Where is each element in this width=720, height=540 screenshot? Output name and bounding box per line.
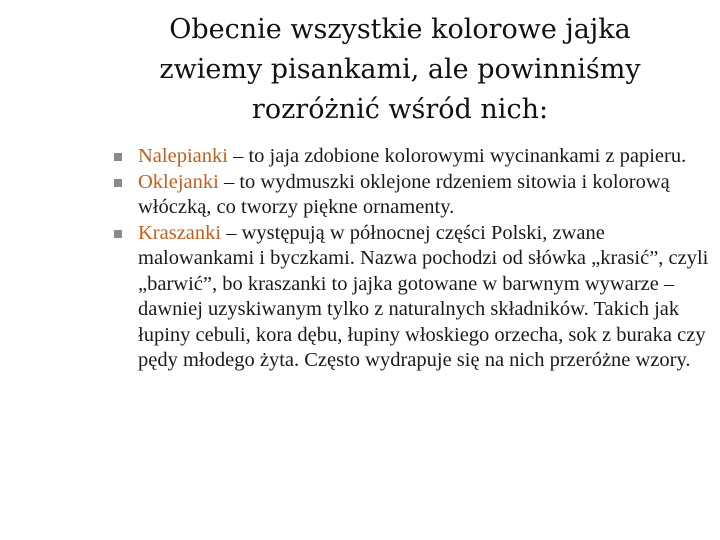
- description-kraszanki: – występują w północnej części Polski, zwane malowankami i byczkami. Nazwa pochodzi od słówka „krasić”, czyli „barwić”, bo kraszanki to jajka gotowane w barwnym wywarze – dawniej uzyskiwanym tylko z naturalnych składników. Takich jak łupiny cebuli, kora dębu, łupiny włoskiego orzecha, sok z buraka czy pędy młodego żyta. Często wydrapuje się na nich przeróżne wzory.: [138, 221, 709, 371]
- title-line-2: zwiemy pisankami, ale powinniśmy: [159, 54, 641, 85]
- list-item-kraszanki: [114, 221, 709, 374]
- bullet-list: [114, 144, 709, 374]
- list-item-nalepianki: [114, 144, 709, 170]
- title-line-1: Obecnie wszystkie kolorowe jajka: [169, 14, 631, 45]
- description-nalepianki: – to jaja zdobione kolorowymi wycinankami z papieru.: [227, 145, 687, 167]
- term-oklejanki: Oklejanki: [138, 170, 219, 193]
- bullet-square-icon: [114, 179, 122, 187]
- list-item-oklejanki: [114, 170, 709, 221]
- description-oklejanki: – to wydmuszki oklejone rdzeniem sitowia i kolorową włóczką, co tworzy piękne ornamenty.: [138, 170, 670, 218]
- term-nalepianki: Nalepianki: [138, 145, 228, 167]
- bullet-square-icon: [114, 153, 122, 161]
- term-kraszanki: Kraszanki: [138, 221, 222, 244]
- title-line-3: rozróżnić wśród nich:: [251, 94, 549, 125]
- slide-title: [120, 10, 680, 130]
- bullet-square-icon: [114, 230, 122, 238]
